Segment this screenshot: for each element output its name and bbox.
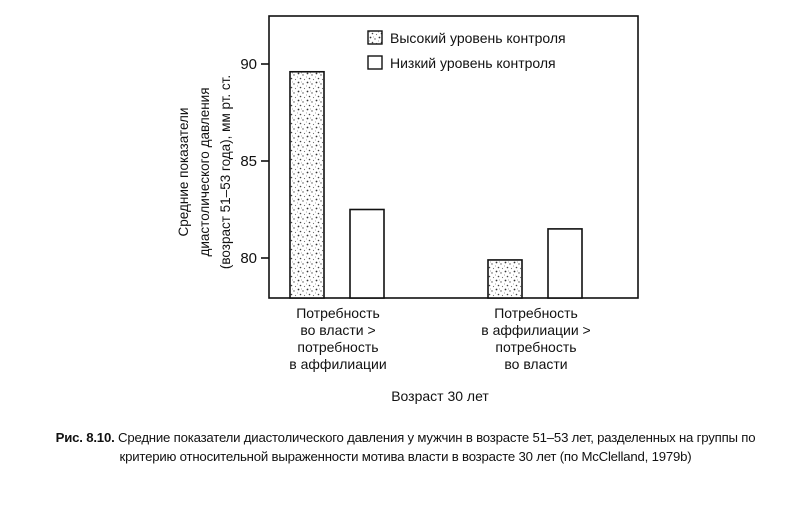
x-category-label-line: в аффилиации — [289, 356, 387, 372]
caption-label: Рис. 8.10. — [55, 430, 115, 445]
figure-caption — [48, 428, 763, 466]
legend-entry: Низкий уровень контроля — [390, 55, 556, 71]
caption-text: Средние показатели диастолического давления у мужчин в возрасте 51–53 лет, разделенных на группы по критерию относительной выраженности мотива власти в возрасте 30 лет (по McClelland, 1979b) — [114, 430, 756, 464]
x-category-label-line: потребность — [297, 339, 379, 355]
legend — [368, 30, 566, 71]
x-category-label-line: Потребность — [296, 305, 380, 321]
y-axis-label-line: Средние показатели — [176, 107, 191, 237]
x-category-label-line: Потребность — [494, 305, 578, 321]
x-category-label-line: потребность — [495, 339, 577, 355]
bar — [350, 210, 384, 299]
bar — [488, 260, 522, 298]
x-axis-categories — [289, 305, 590, 372]
y-tick-label: 90 — [240, 56, 257, 73]
legend-swatch — [368, 31, 382, 44]
bars-group — [290, 72, 582, 298]
y-axis-label-line: (возраст 51–53 года), мм рт. ст. — [218, 74, 233, 270]
x-category-label-line: во власти — [504, 356, 568, 372]
x-axis-label: Возраст 30 лет — [391, 388, 489, 404]
y-axis — [240, 56, 269, 267]
legend-entry: Высокий уровень контроля — [390, 30, 566, 46]
y-tick-label: 80 — [240, 250, 257, 267]
x-category-label-line: в аффилиации > — [481, 322, 591, 338]
y-axis-label-line: диастолического давления — [197, 87, 212, 257]
legend-swatch — [368, 56, 382, 69]
y-axis-label — [176, 75, 233, 269]
y-tick-label: 85 — [240, 153, 257, 170]
bar — [290, 72, 324, 298]
bar — [548, 229, 582, 298]
x-category-label-line: во власти > — [300, 322, 376, 338]
